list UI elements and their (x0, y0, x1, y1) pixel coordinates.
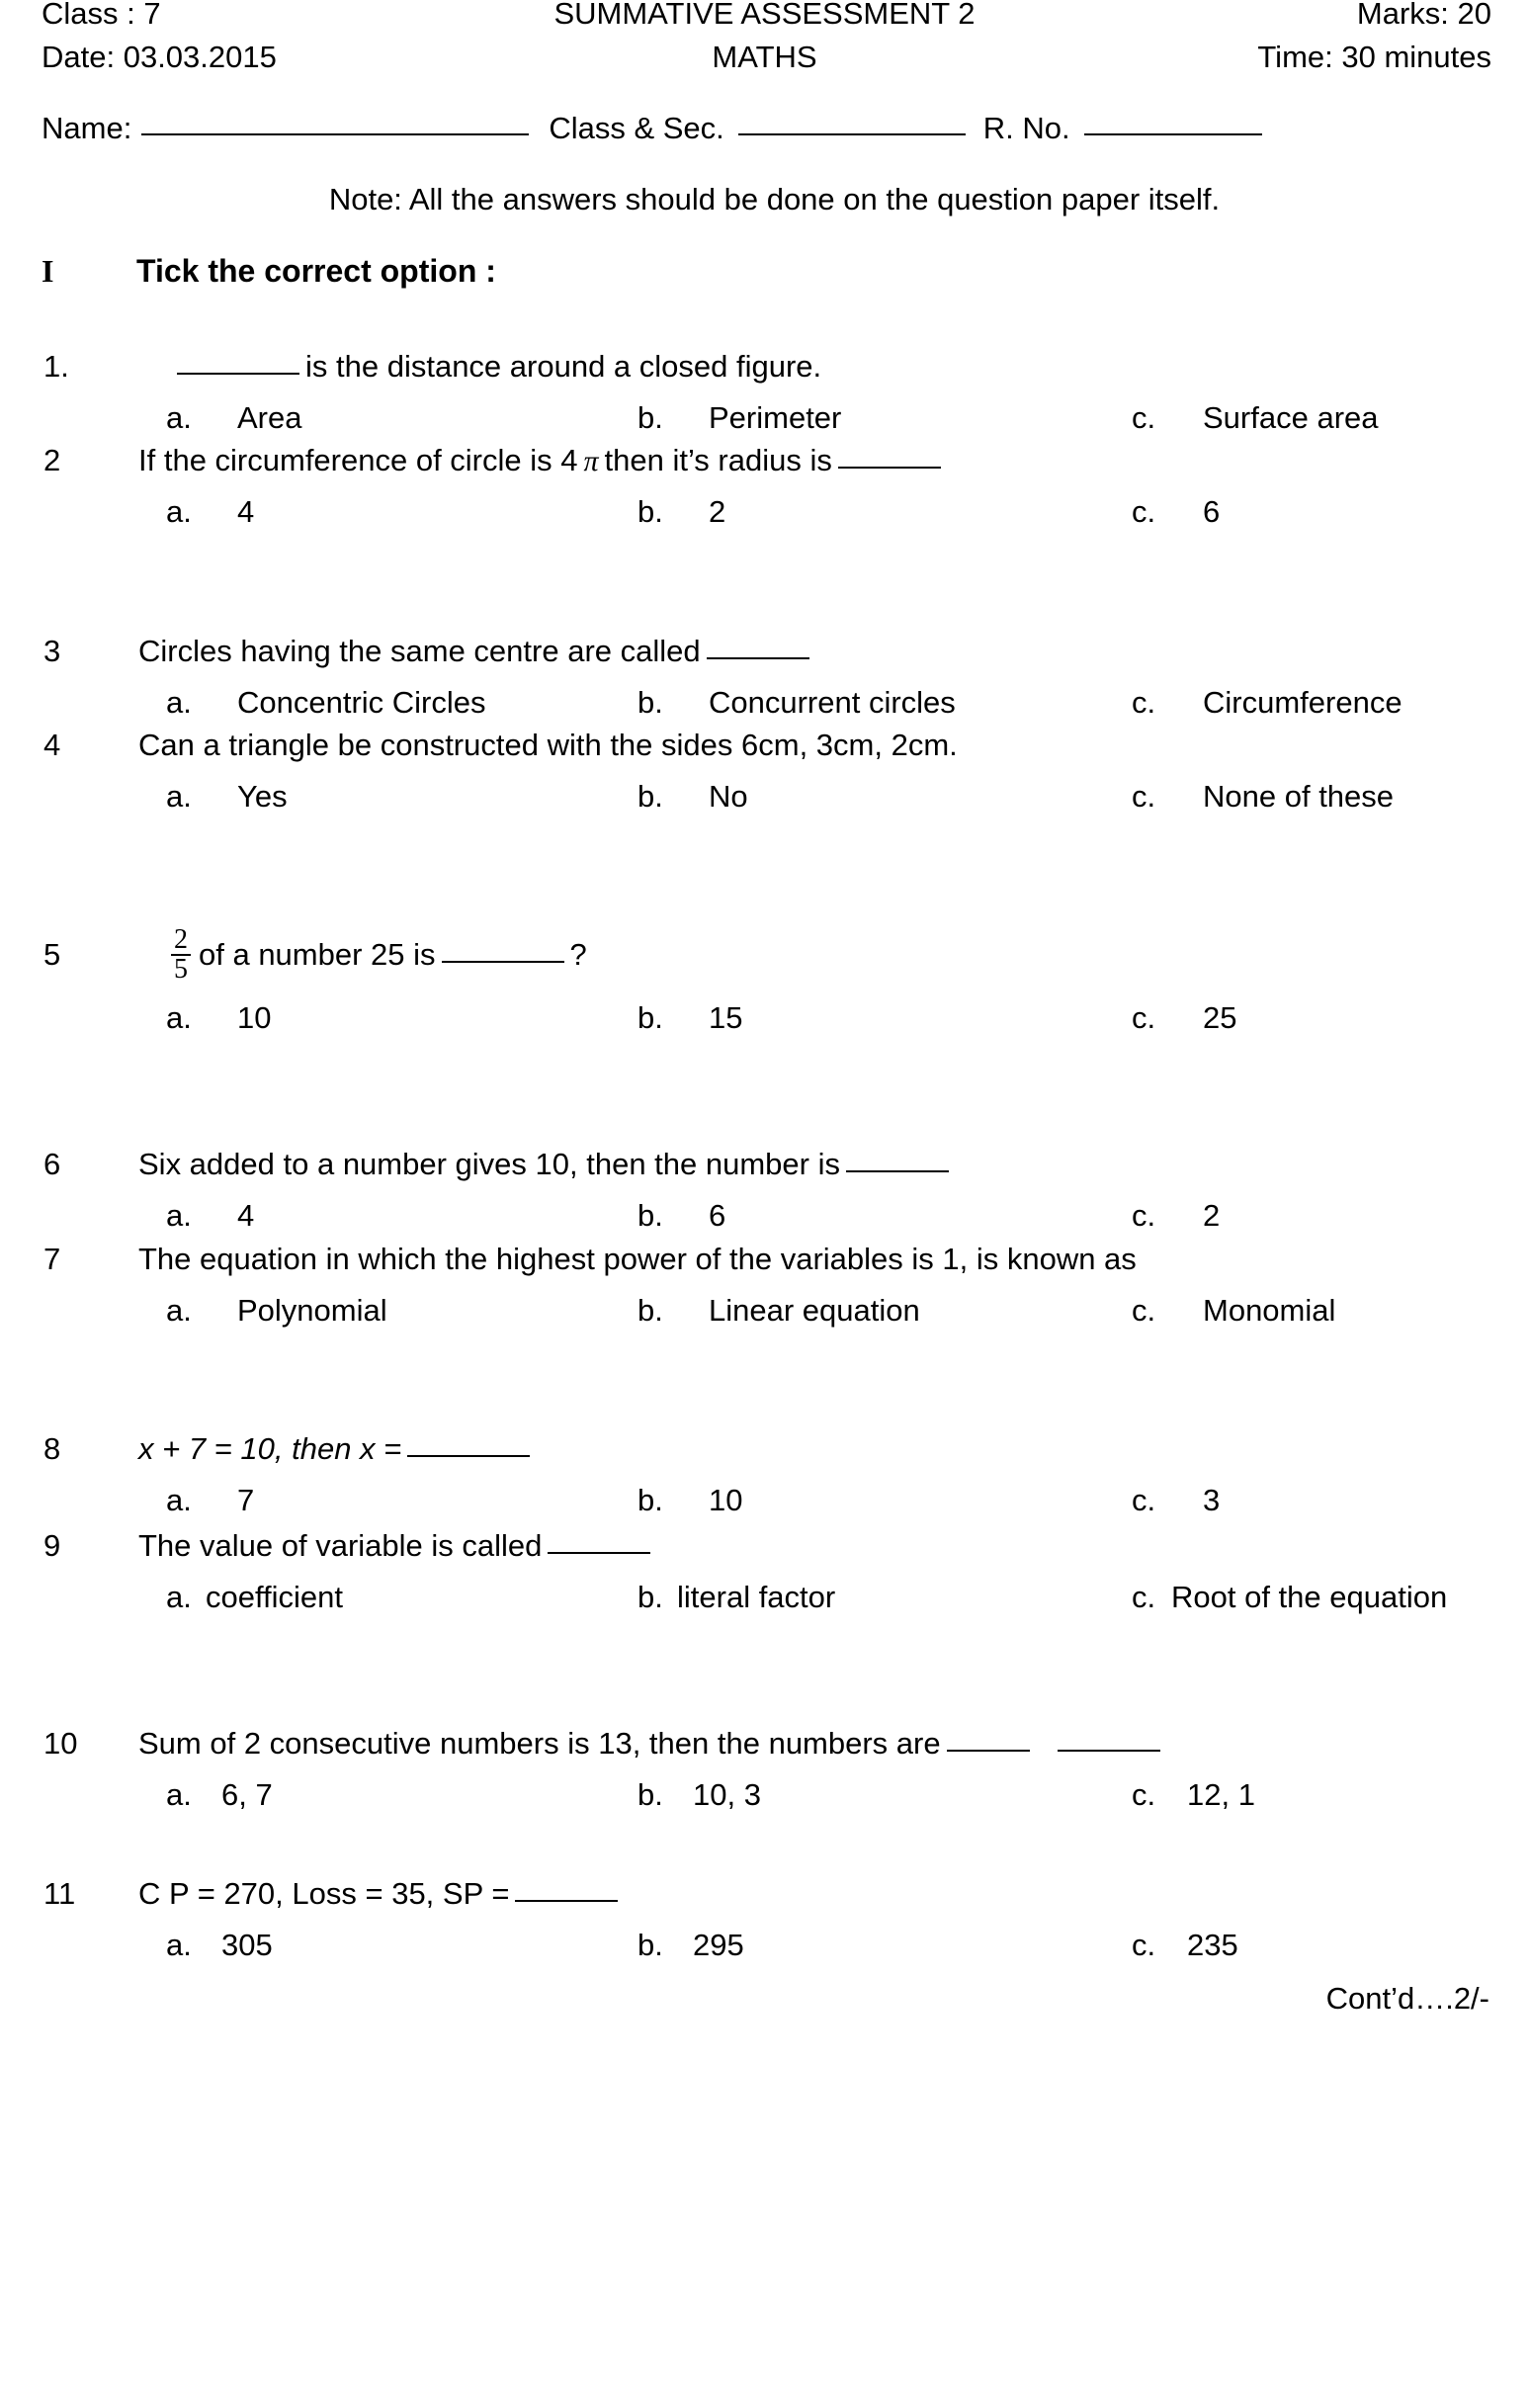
question-9-options (0, 1572, 1529, 1623)
question-4-stem (0, 720, 1529, 771)
option-text: 6 (709, 1198, 726, 1233)
header-row-2 (0, 34, 1529, 81)
question-10-blank-1[interactable] (947, 1750, 1030, 1752)
option-letter: a. (166, 1293, 192, 1328)
option-text: Root of the equation (1171, 1580, 1448, 1614)
question-8-stem (0, 1423, 1529, 1475)
option-text: 6, 7 (221, 1777, 273, 1812)
header-row-1 (0, 0, 1529, 38)
option-letter: b. (637, 400, 663, 435)
section-heading (42, 249, 1425, 293)
question-9-option-a[interactable] (166, 1572, 343, 1623)
option-letter: a. (166, 1198, 192, 1233)
class-sec-label: Class & Sec. (549, 111, 724, 145)
option-letter: a. (166, 779, 192, 814)
option-letter: c. (1132, 1293, 1156, 1328)
question-5-text (171, 925, 587, 986)
question-6-stem (0, 1139, 1529, 1190)
date-label: Date: 03.03.2015 (42, 40, 277, 74)
question-9-option-c[interactable] (1132, 1572, 1447, 1623)
question-10-option-a[interactable] (166, 1769, 273, 1821)
option-text: Yes (237, 779, 288, 814)
question-2-number: 2 (43, 443, 61, 477)
question-8 (0, 1423, 1529, 1526)
option-letter: c. (1132, 494, 1156, 529)
question-6-text-before: Six added to a number gives 10, then the number is (138, 1147, 840, 1181)
question-9-option-b[interactable] (637, 1572, 835, 1623)
question-10-text-before: Sum of 2 consecutive numbers is 13, then the numbers are (138, 1726, 941, 1761)
question-6-blank[interactable] (846, 1170, 949, 1172)
question-2-stem (0, 435, 1529, 486)
option-letter: b. (637, 1483, 663, 1517)
question-2-text-before: If the circumference of circle is 4 (138, 443, 578, 477)
option-text: Area (237, 400, 302, 435)
question-4-option-c[interactable] (1132, 771, 1394, 822)
question-7-text-before: The equation in which the highest power of the variables is 1, is known as (138, 1242, 1137, 1276)
question-6-number: 6 (43, 1147, 61, 1181)
question-7 (0, 1234, 1529, 1336)
question-8-blank[interactable] (407, 1455, 530, 1457)
question-5-option-a[interactable] (166, 992, 271, 1044)
question-1-blank[interactable] (177, 373, 299, 375)
option-letter: a. (166, 1483, 192, 1517)
option-text: 295 (693, 1928, 744, 1962)
option-text: Surface area (1203, 400, 1379, 435)
option-text: No (709, 779, 748, 814)
option-letter: c. (1132, 685, 1156, 720)
question-4-options (0, 771, 1529, 822)
paper-header (0, 0, 1529, 99)
question-3 (0, 626, 1529, 729)
option-letter: b. (637, 1198, 663, 1233)
question-11-option-a[interactable] (166, 1920, 273, 1971)
question-9-number: 9 (43, 1528, 61, 1563)
question-4-option-b[interactable] (637, 771, 748, 822)
question-11-number: 11 (43, 1876, 76, 1911)
option-letter: a. (166, 685, 192, 720)
pi-symbol: π (583, 445, 599, 477)
fraction-numerator: 2 (174, 923, 188, 955)
question-2-text-after: then it’s radius is (604, 443, 832, 477)
question-2-options (0, 486, 1529, 538)
option-letter: b. (637, 494, 663, 529)
question-7-option-c[interactable] (1132, 1285, 1335, 1336)
question-1-text-after: is the distance around a closed figure. (305, 349, 822, 384)
question-11-stem (0, 1868, 1529, 1920)
question-9-text-before: The value of variable is called (138, 1528, 543, 1563)
question-4-text-before: Can a triangle be constructed with the sides 6cm, 3cm, 2cm. (138, 728, 958, 762)
question-5-text-before: of a number 25 is (199, 937, 436, 972)
option-letter: c. (1132, 779, 1156, 814)
instruction-note (0, 178, 1529, 221)
option-letter: c. (1132, 1580, 1156, 1614)
question-4-text (138, 720, 958, 771)
section-title: Tick the correct option : (136, 253, 496, 289)
option-text: Linear equation (709, 1293, 920, 1328)
question-10-stem (0, 1718, 1529, 1769)
question-9-stem (0, 1520, 1529, 1572)
option-text: 15 (709, 1000, 743, 1035)
question-8-number: 8 (43, 1431, 61, 1466)
name-label: Name: (42, 111, 132, 145)
question-2-option-b[interactable] (637, 486, 725, 538)
question-7-option-b[interactable] (637, 1285, 920, 1336)
question-8-options (0, 1475, 1529, 1526)
question-5-stem (0, 925, 1529, 985)
time-label: Time: 30 minutes (1257, 40, 1491, 74)
question-3-text-before: Circles having the same centre are called (138, 634, 701, 668)
option-text: 4 (237, 494, 255, 529)
option-text: None of these (1203, 779, 1395, 814)
question-1-text (171, 341, 821, 392)
option-letter: c. (1132, 1198, 1156, 1233)
option-text: 10 (709, 1483, 743, 1517)
roll-no-label: R. No. (982, 111, 1070, 145)
option-letter: a. (166, 1580, 192, 1614)
question-2-option-c[interactable] (1132, 486, 1220, 538)
option-letter: a. (166, 1000, 192, 1035)
name-input-rule[interactable] (141, 133, 529, 135)
question-4-number: 4 (43, 728, 61, 762)
option-letter: a. (166, 1928, 192, 1962)
option-text: 2 (709, 494, 726, 529)
option-letter: a. (166, 1777, 192, 1812)
option-letter: b. (637, 1777, 663, 1812)
option-letter: b. (637, 1000, 663, 1035)
section-numeral: I (42, 253, 54, 289)
question-10-number: 10 (43, 1726, 78, 1761)
question-7-stem (0, 1234, 1529, 1285)
question-11 (0, 1868, 1529, 1971)
class-label: Class : 7 (42, 0, 161, 31)
question-7-option-a[interactable] (166, 1285, 387, 1336)
question-8-text (138, 1423, 536, 1475)
question-9-text (138, 1520, 656, 1572)
option-letter: b. (637, 685, 663, 720)
option-text: Circumference (1203, 685, 1402, 720)
question-5-number: 5 (43, 937, 61, 972)
continuation-footer: Cont’d….2/- (1325, 1981, 1489, 2016)
question-11-option-b[interactable] (637, 1920, 744, 1971)
option-letter: c. (1132, 1928, 1156, 1962)
question-9-blank[interactable] (548, 1552, 650, 1554)
student-info-line (42, 104, 1504, 153)
question-8-option-c[interactable] (1132, 1475, 1220, 1526)
exam-title: SUMMATIVE ASSESSMENT 2 (553, 0, 976, 31)
option-text: 3 (1203, 1483, 1221, 1517)
option-letter: b. (637, 779, 663, 814)
question-3-text (138, 626, 815, 677)
question-1-stem (0, 341, 1529, 392)
option-letter: c. (1132, 1777, 1156, 1812)
option-letter: c. (1132, 1483, 1156, 1517)
option-text: 12, 1 (1187, 1777, 1255, 1812)
question-5-text-after: ? (569, 937, 587, 972)
roll-no-input-rule[interactable] (1084, 133, 1262, 135)
question-5-option-b[interactable] (637, 992, 742, 1044)
question-8-option-a[interactable] (166, 1475, 254, 1526)
option-letter: a. (166, 494, 192, 529)
question-7-options (0, 1285, 1529, 1336)
question-5-options (0, 992, 1529, 1044)
question-6 (0, 1139, 1529, 1242)
option-text: 305 (221, 1928, 273, 1962)
question-10-blank-2[interactable] (1058, 1750, 1160, 1752)
question-9 (0, 1520, 1529, 1623)
option-text: 235 (1187, 1928, 1238, 1962)
question-5-blank[interactable] (442, 961, 564, 963)
option-letter: c. (1132, 1000, 1156, 1035)
fraction-denominator: 5 (171, 954, 191, 984)
option-text: Concurrent circles (709, 685, 956, 720)
option-letter: b. (637, 1293, 663, 1328)
option-text: Perimeter (709, 400, 842, 435)
question-1-number: 1. (43, 349, 69, 384)
question-5 (0, 925, 1529, 1044)
option-letter: b. (637, 1928, 663, 1962)
question-11-blank[interactable] (515, 1900, 618, 1902)
question-4 (0, 720, 1529, 822)
question-7-text (138, 1234, 1137, 1285)
question-3-stem (0, 626, 1529, 677)
option-text: 10, 3 (693, 1777, 761, 1812)
question-8-option-b[interactable] (637, 1475, 742, 1526)
option-text: 2 (1203, 1198, 1221, 1233)
subject-label: MATHS (712, 40, 817, 74)
question-10-text (138, 1718, 1166, 1769)
marks-label: Marks: 20 (1356, 0, 1491, 31)
question-11-option-c[interactable] (1132, 1920, 1238, 1971)
question-10 (0, 1718, 1529, 1821)
option-letter: c. (1132, 400, 1156, 435)
option-text: 4 (237, 1198, 255, 1233)
option-text: 7 (237, 1483, 255, 1517)
question-10-option-c[interactable] (1132, 1769, 1255, 1821)
option-text: 10 (237, 1000, 272, 1035)
option-text: 25 (1203, 1000, 1237, 1035)
question-10-options (0, 1769, 1529, 1821)
question-2-blank[interactable] (838, 467, 941, 469)
class-sec-input-rule[interactable] (738, 133, 966, 135)
question-5-option-c[interactable] (1132, 992, 1236, 1044)
option-text: coefficient (206, 1580, 344, 1614)
option-text: literal factor (677, 1580, 836, 1614)
question-2-text (138, 435, 947, 487)
question-6-text (138, 1139, 955, 1190)
question-3-blank[interactable] (707, 657, 809, 659)
fraction-two-fifths (171, 923, 191, 985)
question-11-text-before: C P = 270, Loss = 35, SP = (138, 1876, 510, 1911)
question-1 (0, 341, 1529, 444)
question-10-option-b[interactable] (637, 1769, 761, 1821)
option-text: Polynomial (237, 1293, 387, 1328)
question-11-options (0, 1920, 1529, 1971)
option-text: Monomial (1203, 1293, 1336, 1328)
question-3-number: 3 (43, 634, 61, 668)
question-11-text (138, 1868, 624, 1920)
question-4-option-a[interactable] (166, 771, 288, 822)
question-8-equation: x + 7 = 10, then x = (138, 1431, 402, 1466)
option-letter: a. (166, 400, 192, 435)
question-7-number: 7 (43, 1242, 61, 1276)
option-letter: b. (637, 1580, 663, 1614)
question-2-option-a[interactable] (166, 486, 254, 538)
option-text: Concentric Circles (237, 685, 486, 720)
question-2 (0, 435, 1529, 538)
instruction-note-text: Note: All the answers should be done on the question paper itself. (328, 182, 1221, 216)
option-text: 6 (1203, 494, 1221, 529)
